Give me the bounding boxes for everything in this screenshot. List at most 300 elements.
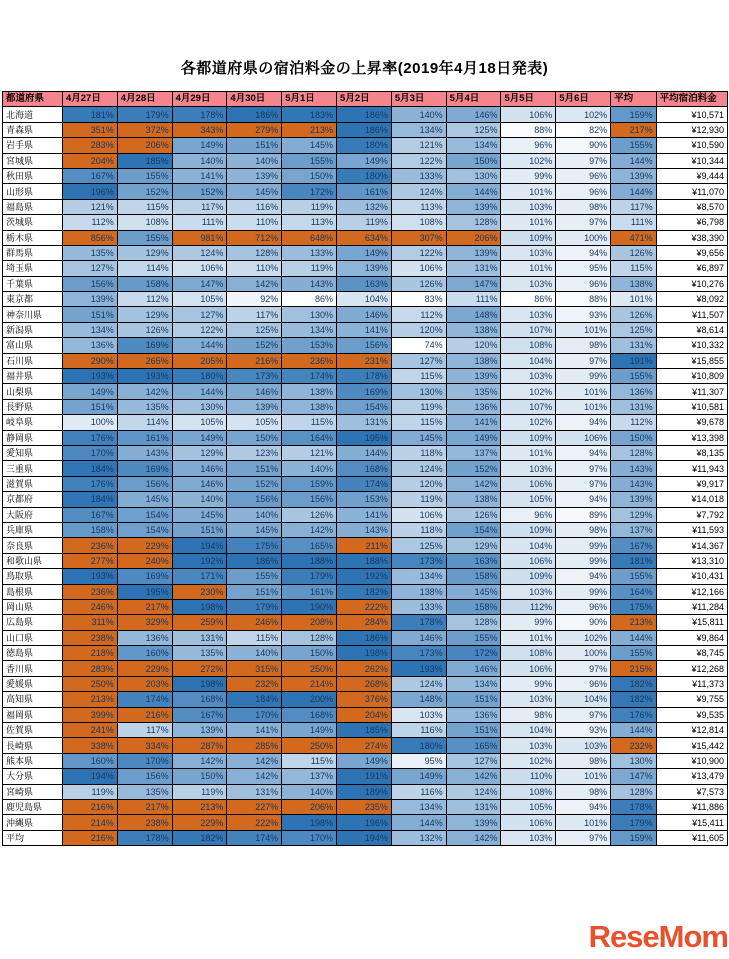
rate-cell: 108%	[501, 646, 556, 661]
prefecture-name: 秋田県	[3, 168, 63, 183]
rate-cell: 170%	[227, 707, 282, 722]
rate-cell: 471%	[611, 230, 657, 245]
rate-cell: 140%	[227, 646, 282, 661]
rate-cell: 180%	[337, 138, 392, 153]
rate-cell: 114%	[117, 415, 172, 430]
rate-cell: 144%	[446, 184, 501, 199]
rate-cell: 139%	[611, 492, 657, 507]
rate-cell: 170%	[117, 753, 172, 768]
table-row	[3, 138, 728, 153]
table-row	[3, 615, 728, 630]
rate-cell: 238%	[62, 630, 117, 645]
rate-cell: 206%	[282, 799, 337, 814]
prefecture-name: 香川県	[3, 661, 63, 676]
rate-cell: 111%	[611, 215, 657, 230]
rate-cell: 399%	[62, 707, 117, 722]
rate-cell: 97%	[556, 476, 611, 491]
rate-cell: 141%	[337, 322, 392, 337]
prefecture-name: 山形県	[3, 184, 63, 199]
rate-cell: 372%	[117, 122, 172, 137]
table-row	[3, 799, 728, 814]
rate-cell: 217%	[117, 799, 172, 814]
rate-cell: 101%	[611, 292, 657, 307]
rate-cell: 89%	[556, 507, 611, 522]
rate-cell: 151%	[62, 399, 117, 414]
table-row	[3, 815, 728, 830]
rate-cell: 143%	[337, 522, 392, 537]
average-fee-cell: ¥13,310	[656, 553, 727, 568]
rate-cell: 283%	[62, 138, 117, 153]
average-fee-cell: ¥12,268	[656, 661, 727, 676]
rate-cell: 139%	[62, 292, 117, 307]
rate-cell: 131%	[611, 399, 657, 414]
rate-cell: 150%	[446, 153, 501, 168]
rate-cell: 193%	[62, 369, 117, 384]
rate-cell: 122%	[391, 153, 446, 168]
rate-cell: 106%	[501, 476, 556, 491]
table-row	[3, 322, 728, 337]
rate-cell: 283%	[62, 661, 117, 676]
average-fee-cell: ¥14,367	[656, 538, 727, 553]
rate-cell: 151%	[227, 138, 282, 153]
rate-cell: 107%	[501, 322, 556, 337]
rate-cell: 259%	[172, 615, 227, 630]
prefecture-name: 長崎県	[3, 738, 63, 753]
rate-cell: 284%	[337, 615, 392, 630]
rate-cell: 110%	[227, 215, 282, 230]
rate-cell: 99%	[556, 538, 611, 553]
rate-cell: 181%	[611, 553, 657, 568]
rate-cell: 139%	[337, 261, 392, 276]
rate-cell: 125%	[446, 122, 501, 137]
rate-cell: 150%	[611, 430, 657, 445]
rate-cell: 104%	[337, 292, 392, 307]
rate-cell: 188%	[337, 553, 392, 568]
rate-cell: 343%	[172, 122, 227, 137]
rate-cell: 139%	[446, 245, 501, 260]
rate-cell: 100%	[556, 230, 611, 245]
rate-cell: 206%	[446, 230, 501, 245]
rate-cell: 131%	[337, 415, 392, 430]
rate-cell: 188%	[282, 553, 337, 568]
table-row	[3, 553, 728, 568]
rate-cell: 137%	[282, 769, 337, 784]
rate-cell: 179%	[227, 599, 282, 614]
average-fee-cell: ¥10,809	[656, 369, 727, 384]
rate-cell: 103%	[501, 738, 556, 753]
rate-cell: 100%	[62, 415, 117, 430]
rate-cell: 634%	[337, 230, 392, 245]
rate-cell: 142%	[282, 522, 337, 537]
rate-cell: 107%	[501, 399, 556, 414]
prefecture-name: 福岡県	[3, 707, 63, 722]
rate-cell: 138%	[282, 399, 337, 414]
rate-cell: 123%	[227, 445, 282, 460]
rate-cell: 130%	[391, 384, 446, 399]
rate-cell: 140%	[391, 107, 446, 122]
rate-cell: 88%	[501, 122, 556, 137]
rate-cell: 229%	[117, 661, 172, 676]
average-fee-cell: ¥11,307	[656, 384, 727, 399]
rate-cell: 124%	[172, 245, 227, 260]
rate-cell: 216%	[117, 707, 172, 722]
rate-cell: 146%	[172, 461, 227, 476]
rate-cell: 981%	[172, 230, 227, 245]
column-header: 平均宿泊料金	[656, 92, 727, 107]
table-row	[3, 646, 728, 661]
rate-cell: 108%	[117, 215, 172, 230]
rate-cell: 182%	[337, 584, 392, 599]
rate-cell: 83%	[391, 292, 446, 307]
table-row	[3, 230, 728, 245]
rate-cell: 106%	[501, 815, 556, 830]
average-fee-cell: ¥12,814	[656, 723, 727, 738]
rate-cell: 108%	[501, 784, 556, 799]
rate-cell: 165%	[282, 538, 337, 553]
rate-cell: 134%	[62, 322, 117, 337]
rate-cell: 160%	[117, 646, 172, 661]
rate-cell: 144%	[611, 723, 657, 738]
rate-cell: 97%	[556, 830, 611, 845]
table-row	[3, 784, 728, 799]
rate-cell: 125%	[391, 538, 446, 553]
rate-cell: 147%	[172, 276, 227, 291]
rate-cell: 174%	[282, 369, 337, 384]
average-fee-cell: ¥8,135	[656, 445, 727, 460]
average-fee-cell: ¥15,811	[656, 615, 727, 630]
rate-cell: 154%	[446, 522, 501, 537]
rate-cell: 99%	[501, 615, 556, 630]
rate-cell: 147%	[446, 276, 501, 291]
prefecture-name: 島根県	[3, 584, 63, 599]
table-row	[3, 122, 728, 137]
rate-cell: 90%	[556, 138, 611, 153]
rate-cell: 104%	[556, 692, 611, 707]
rate-cell: 103%	[501, 307, 556, 322]
rate-cell: 149%	[62, 384, 117, 399]
prefecture-name: 福島県	[3, 199, 63, 214]
rate-cell: 149%	[337, 753, 392, 768]
average-fee-cell: ¥6,897	[656, 261, 727, 276]
rate-cell: 140%	[282, 784, 337, 799]
rate-cell: 98%	[501, 707, 556, 722]
rate-cell: 119%	[391, 492, 446, 507]
rate-cell: 236%	[62, 538, 117, 553]
rate-cell: 214%	[62, 815, 117, 830]
rate-cell: 167%	[62, 507, 117, 522]
rate-cell: 196%	[62, 184, 117, 199]
rate-cell: 155%	[446, 630, 501, 645]
rate-cell: 206%	[117, 138, 172, 153]
rate-cell: 119%	[282, 261, 337, 276]
rate-cell: 351%	[62, 122, 117, 137]
rate-cell: 175%	[611, 599, 657, 614]
table-row	[3, 107, 728, 122]
rate-cell: 119%	[282, 199, 337, 214]
rate-cell: 128%	[446, 215, 501, 230]
rate-cell: 143%	[282, 276, 337, 291]
rate-cell: 151%	[446, 723, 501, 738]
rate-cell: 142%	[446, 476, 501, 491]
rate-cell: 192%	[172, 553, 227, 568]
rate-cell: 290%	[62, 353, 117, 368]
prefecture-name: 北海道	[3, 107, 63, 122]
rate-cell: 134%	[446, 676, 501, 691]
rate-cell: 161%	[337, 184, 392, 199]
rate-cell: 155%	[227, 569, 282, 584]
table-row	[3, 338, 728, 353]
rate-cell: 101%	[501, 215, 556, 230]
rate-cell: 156%	[117, 769, 172, 784]
rate-cell: 154%	[117, 507, 172, 522]
rate-cell: 102%	[501, 153, 556, 168]
table-header	[3, 92, 728, 107]
rate-cell: 172%	[446, 646, 501, 661]
rate-cell: 246%	[62, 599, 117, 614]
rate-cell: 97%	[556, 353, 611, 368]
rate-cell: 109%	[501, 569, 556, 584]
rate-cell: 124%	[446, 784, 501, 799]
rate-cell: 145%	[227, 522, 282, 537]
rate-cell: 115%	[282, 415, 337, 430]
table-row	[3, 369, 728, 384]
rate-cell: 155%	[611, 369, 657, 384]
rate-cell: 94%	[556, 445, 611, 460]
rate-cell: 222%	[337, 599, 392, 614]
average-fee-cell: ¥11,593	[656, 522, 727, 537]
rate-cell: 167%	[62, 168, 117, 183]
rate-cell: 125%	[227, 322, 282, 337]
rate-cell: 106%	[556, 430, 611, 445]
rate-cell: 102%	[556, 630, 611, 645]
rate-cell: 144%	[611, 630, 657, 645]
rate-cell: 127%	[172, 307, 227, 322]
prefecture-name: 滋賀県	[3, 476, 63, 491]
table-row	[3, 215, 728, 230]
rate-cell: 222%	[227, 815, 282, 830]
rate-cell: 190%	[282, 599, 337, 614]
rate-cell: 136%	[117, 630, 172, 645]
rate-cell: 180%	[391, 738, 446, 753]
average-fee-cell: ¥9,864	[656, 630, 727, 645]
rate-cell: 169%	[117, 569, 172, 584]
rate-cell: 240%	[117, 553, 172, 568]
rate-cell: 146%	[227, 384, 282, 399]
rate-cell: 135%	[62, 245, 117, 260]
table-row	[3, 445, 728, 460]
rate-cell: 250%	[282, 738, 337, 753]
prefecture-name: 広島県	[3, 615, 63, 630]
rate-cell: 100%	[556, 646, 611, 661]
rate-cell: 191%	[611, 353, 657, 368]
rate-cell: 119%	[172, 784, 227, 799]
rate-cell: 174%	[117, 692, 172, 707]
rate-cell: 214%	[282, 676, 337, 691]
average-fee-cell: ¥10,571	[656, 107, 727, 122]
rate-cell: 185%	[337, 723, 392, 738]
rate-cell: 151%	[62, 307, 117, 322]
rate-cell: 135%	[172, 646, 227, 661]
rate-cell: 148%	[446, 307, 501, 322]
average-fee-cell: ¥9,917	[656, 476, 727, 491]
rate-cell: 205%	[172, 353, 227, 368]
rate-cell: 133%	[391, 599, 446, 614]
rate-cell: 104%	[501, 538, 556, 553]
rate-cell: 97%	[556, 215, 611, 230]
prefecture-name: 石川県	[3, 353, 63, 368]
column-header: 4月28日	[117, 92, 172, 107]
rate-cell: 216%	[62, 830, 117, 845]
average-fee-cell: ¥10,431	[656, 569, 727, 584]
rate-cell: 130%	[172, 399, 227, 414]
rate-cell: 102%	[501, 753, 556, 768]
rate-cell: 227%	[227, 799, 282, 814]
rate-cell: 144%	[172, 384, 227, 399]
rate-cell: 103%	[501, 276, 556, 291]
table-row	[3, 569, 728, 584]
average-fee-cell: ¥10,590	[656, 138, 727, 153]
prefecture-name: 沖縄県	[3, 815, 63, 830]
rate-cell: 137%	[611, 522, 657, 537]
rate-cell: 285%	[227, 738, 282, 753]
rate-cell: 142%	[446, 830, 501, 845]
average-fee-cell: ¥8,570	[656, 199, 727, 214]
table-row	[3, 630, 728, 645]
rate-cell: 101%	[501, 261, 556, 276]
rate-cell: 103%	[501, 369, 556, 384]
average-fee-cell: ¥10,276	[656, 276, 727, 291]
rate-cell: 186%	[227, 553, 282, 568]
rate-cell: 103%	[391, 707, 446, 722]
rate-cell: 171%	[172, 569, 227, 584]
prefecture-name: 群馬県	[3, 245, 63, 260]
rate-cell: 97%	[556, 661, 611, 676]
rate-cell: 139%	[227, 168, 282, 183]
table-row	[3, 676, 728, 691]
rate-cell: 112%	[501, 599, 556, 614]
table-body	[3, 107, 728, 846]
rate-cell: 156%	[337, 338, 392, 353]
rate-cell: 143%	[117, 445, 172, 460]
rate-cell: 241%	[62, 723, 117, 738]
rate-cell: 99%	[556, 369, 611, 384]
average-fee-cell: ¥10,900	[656, 753, 727, 768]
rate-cell: 117%	[117, 723, 172, 738]
rate-cell: 193%	[62, 569, 117, 584]
rate-cell: 145%	[282, 138, 337, 153]
prefecture-name: 平均	[3, 830, 63, 845]
prefecture-name: 和歌山県	[3, 553, 63, 568]
rate-cell: 112%	[611, 415, 657, 430]
rate-cell: 204%	[337, 707, 392, 722]
rate-cell: 194%	[62, 769, 117, 784]
rate-cell: 126%	[391, 276, 446, 291]
prefecture-name: 愛知県	[3, 445, 63, 460]
rate-cell: 168%	[172, 692, 227, 707]
rate-cell: 96%	[556, 276, 611, 291]
rate-cell: 185%	[117, 153, 172, 168]
average-fee-cell: ¥9,656	[656, 245, 727, 260]
rate-cell: 155%	[117, 168, 172, 183]
rate-cell: 159%	[611, 830, 657, 845]
rate-cell: 139%	[446, 199, 501, 214]
rate-cell: 161%	[117, 430, 172, 445]
table-row	[3, 492, 728, 507]
rate-cell: 198%	[172, 676, 227, 691]
rate-cell: 178%	[611, 799, 657, 814]
rate-cell: 101%	[556, 399, 611, 414]
average-fee-cell: ¥11,605	[656, 830, 727, 845]
rate-cell: 131%	[172, 630, 227, 645]
rate-cell: 186%	[337, 107, 392, 122]
rate-cell: 145%	[172, 507, 227, 522]
prefecture-name: 岩手県	[3, 138, 63, 153]
rate-cell: 152%	[227, 338, 282, 353]
prefecture-name: 東京都	[3, 292, 63, 307]
rate-cell: 334%	[117, 738, 172, 753]
rate-cell: 216%	[62, 799, 117, 814]
rate-cell: 146%	[446, 661, 501, 676]
rate-cell: 238%	[117, 815, 172, 830]
rate-cell: 178%	[337, 369, 392, 384]
rate-cell: 124%	[391, 184, 446, 199]
rate-cell: 186%	[227, 107, 282, 122]
rate-cell: 165%	[446, 738, 501, 753]
rate-cell: 213%	[611, 615, 657, 630]
rate-cell: 112%	[391, 307, 446, 322]
rate-cell: 99%	[556, 584, 611, 599]
rate-cell: 121%	[282, 445, 337, 460]
average-fee-cell: ¥13,479	[656, 769, 727, 784]
rate-cell: 213%	[282, 122, 337, 137]
rate-cell: 90%	[556, 615, 611, 630]
rate-cell: 86%	[501, 292, 556, 307]
prefecture-name: 宮城県	[3, 153, 63, 168]
rate-cell: 182%	[611, 676, 657, 691]
average-fee-cell: ¥8,745	[656, 646, 727, 661]
rate-cell: 121%	[391, 138, 446, 153]
rate-cell: 117%	[227, 307, 282, 322]
rate-cell: 218%	[62, 646, 117, 661]
rate-cell: 127%	[391, 353, 446, 368]
rate-cell: 128%	[446, 615, 501, 630]
rate-cell: 145%	[391, 430, 446, 445]
rate-cell: 181%	[62, 107, 117, 122]
average-fee-cell: ¥11,284	[656, 599, 727, 614]
rate-cell: 138%	[282, 384, 337, 399]
table-row	[3, 245, 728, 260]
rate-cell: 74%	[391, 338, 446, 353]
rate-cell: 150%	[282, 168, 337, 183]
rate-cell: 155%	[611, 138, 657, 153]
prefecture-name: 長野県	[3, 399, 63, 414]
rate-cell: 149%	[391, 769, 446, 784]
table-row	[3, 415, 728, 430]
rate-cell: 118%	[391, 445, 446, 460]
table-row	[3, 276, 728, 291]
rate-cell: 182%	[172, 830, 227, 845]
rate-cell: 159%	[611, 107, 657, 122]
rate-cell: 167%	[172, 707, 227, 722]
rate-cell: 178%	[391, 615, 446, 630]
rate-cell: 173%	[391, 553, 446, 568]
rate-cell: 126%	[611, 307, 657, 322]
rate-cell: 151%	[172, 522, 227, 537]
rate-cell: 113%	[282, 215, 337, 230]
rate-cell: 105%	[501, 492, 556, 507]
rate-cell: 236%	[282, 353, 337, 368]
average-fee-cell: ¥15,411	[656, 815, 727, 830]
